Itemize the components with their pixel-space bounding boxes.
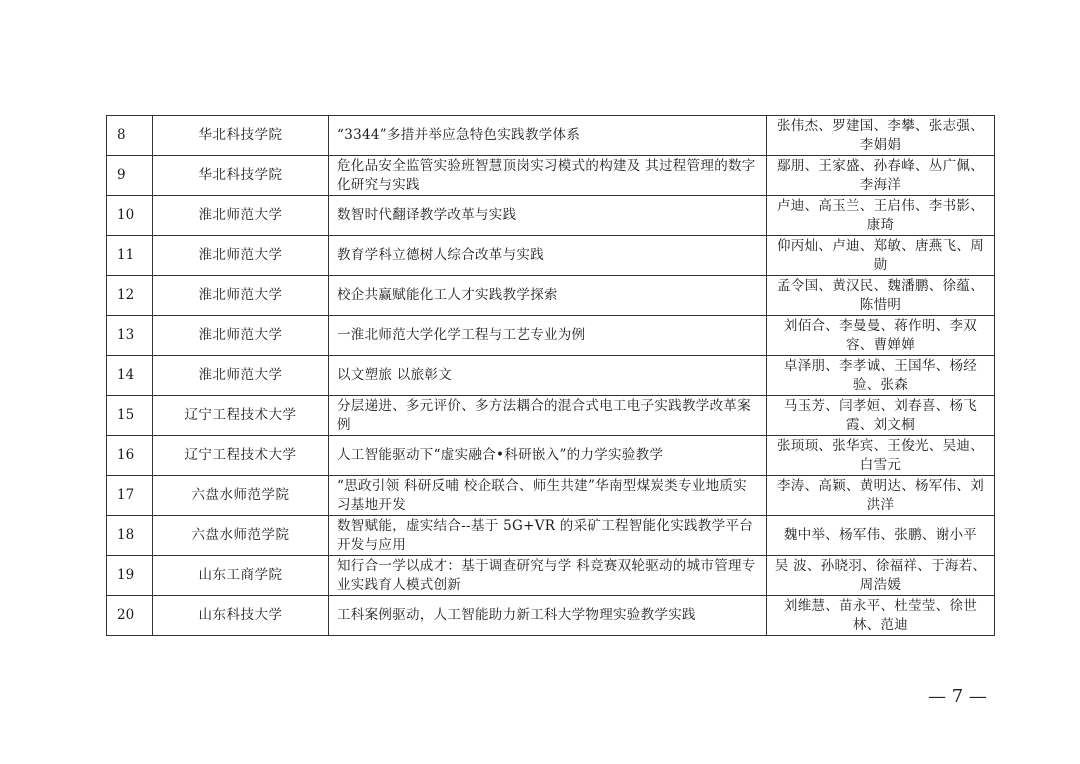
table-row: [107, 396, 995, 436]
school-name: 山东工商学院: [153, 556, 329, 596]
school-name: 淮北师范大学: [153, 276, 329, 316]
project-title: 教育学科立德树人综合改革与实践: [329, 236, 767, 276]
team-members: 刘佰合、李曼曼、蒋作明、李双容、曹婵婵: [767, 316, 995, 356]
table-row: [107, 556, 995, 596]
project-title: 数智时代翻译教学改革与实践: [329, 196, 767, 236]
row-number: 20: [107, 596, 153, 636]
project-title: 校企共赢赋能化工人才实践教学探索: [329, 276, 767, 316]
project-title: 危化品安全监管实验班智慧顶岗实习模式的构建及 其过程管理的数字化研究与实践: [329, 156, 767, 196]
project-list-table: [106, 115, 995, 636]
school-name: 辽宁工程技术大学: [153, 436, 329, 476]
team-members: 卢迪、高玉兰、王启伟、李书影、康琦: [767, 196, 995, 236]
table-row: [107, 316, 995, 356]
team-members: 马玉芳、闫孝姮、刘春喜、杨飞霞、刘文桐: [767, 396, 995, 436]
row-number: 19: [107, 556, 153, 596]
table-row: [107, 116, 995, 156]
table-row: [107, 196, 995, 236]
row-number: 8: [107, 116, 153, 156]
project-title: 工科案例驱动，人工智能助力新工科大学物理实验教学实践: [329, 596, 767, 636]
table-row: [107, 356, 995, 396]
project-title: 数智赋能，虚实结合--基于 5G+VR 的采矿工程智能化实践教学平台开发与应用: [329, 516, 767, 556]
school-name: 六盘水师范学院: [153, 476, 329, 516]
row-number: 14: [107, 356, 153, 396]
row-number: 9: [107, 156, 153, 196]
project-title: 以文塑旅 以旅彰文: [329, 356, 767, 396]
table-body: [107, 116, 995, 636]
team-members: 张顼顼、张华宾、王俊光、吴迪、白雪元: [767, 436, 995, 476]
team-members: 刘维慧、苗永平、杜莹莹、徐世林、范迪: [767, 596, 995, 636]
school-name: 山东科技大学: [153, 596, 329, 636]
team-members: 张伟杰、罗建国、李攀、张志强、李娟娟: [767, 116, 995, 156]
school-name: 六盘水师范学院: [153, 516, 329, 556]
table-row: [107, 436, 995, 476]
row-number: 16: [107, 436, 153, 476]
table-row: [107, 476, 995, 516]
project-title: 人工智能驱动下“虚实融合•科研嵌入”的力学实验教学: [329, 436, 767, 476]
team-members: 仰丙灿、卢迪、郑敏、唐燕飞、周勋: [767, 236, 995, 276]
row-number: 18: [107, 516, 153, 556]
table-row: [107, 276, 995, 316]
table-row: [107, 596, 995, 636]
school-name: 淮北师范大学: [153, 316, 329, 356]
table-row: [107, 516, 995, 556]
team-members: 吴 波、孙晓羽、徐福祥、于海若、周浩媛: [767, 556, 995, 596]
team-members: 魏中举、杨军伟、张鹏、谢小平: [767, 516, 995, 556]
project-title: 分层递进、多元评价、多方法耦合的混合式电工电子实践教学改革案例: [329, 396, 767, 436]
team-members: 孟令国、黄汉民、魏潘鹏、徐蕴、陈惜明: [767, 276, 995, 316]
table-row: [107, 156, 995, 196]
page-number: — 7 —: [928, 686, 987, 707]
table-row: [107, 236, 995, 276]
school-name: 淮北师范大学: [153, 356, 329, 396]
row-number: 10: [107, 196, 153, 236]
school-name: 淮北师范大学: [153, 196, 329, 236]
school-name: 华北科技学院: [153, 116, 329, 156]
team-members: 鄢朋、王家盛、孙春峰、丛广佩、李海洋: [767, 156, 995, 196]
row-number: 11: [107, 236, 153, 276]
school-name: 淮北师范大学: [153, 236, 329, 276]
row-number: 12: [107, 276, 153, 316]
project-title: 知行合一学以成才：基于调查研究与学 科竞赛双轮驱动的城市管理专业实践育人模式创新: [329, 556, 767, 596]
row-number: 15: [107, 396, 153, 436]
row-number: 17: [107, 476, 153, 516]
project-title: 一淮北师范大学化学工程与工艺专业为例: [329, 316, 767, 356]
project-title: “3344”多措并举应急特色实践教学体系: [329, 116, 767, 156]
project-title: “思政引领 科研反哺 校企联合、师生共建”华南型煤炭类专业地质实习基地开发: [329, 476, 767, 516]
row-number: 13: [107, 316, 153, 356]
team-members: 卓泽朋、李孝诚、王国华、杨经验、张森: [767, 356, 995, 396]
team-members: 李涛、高颖、黄明达、杨军伟、刘洪洋: [767, 476, 995, 516]
school-name: 华北科技学院: [153, 156, 329, 196]
school-name: 辽宁工程技术大学: [153, 396, 329, 436]
